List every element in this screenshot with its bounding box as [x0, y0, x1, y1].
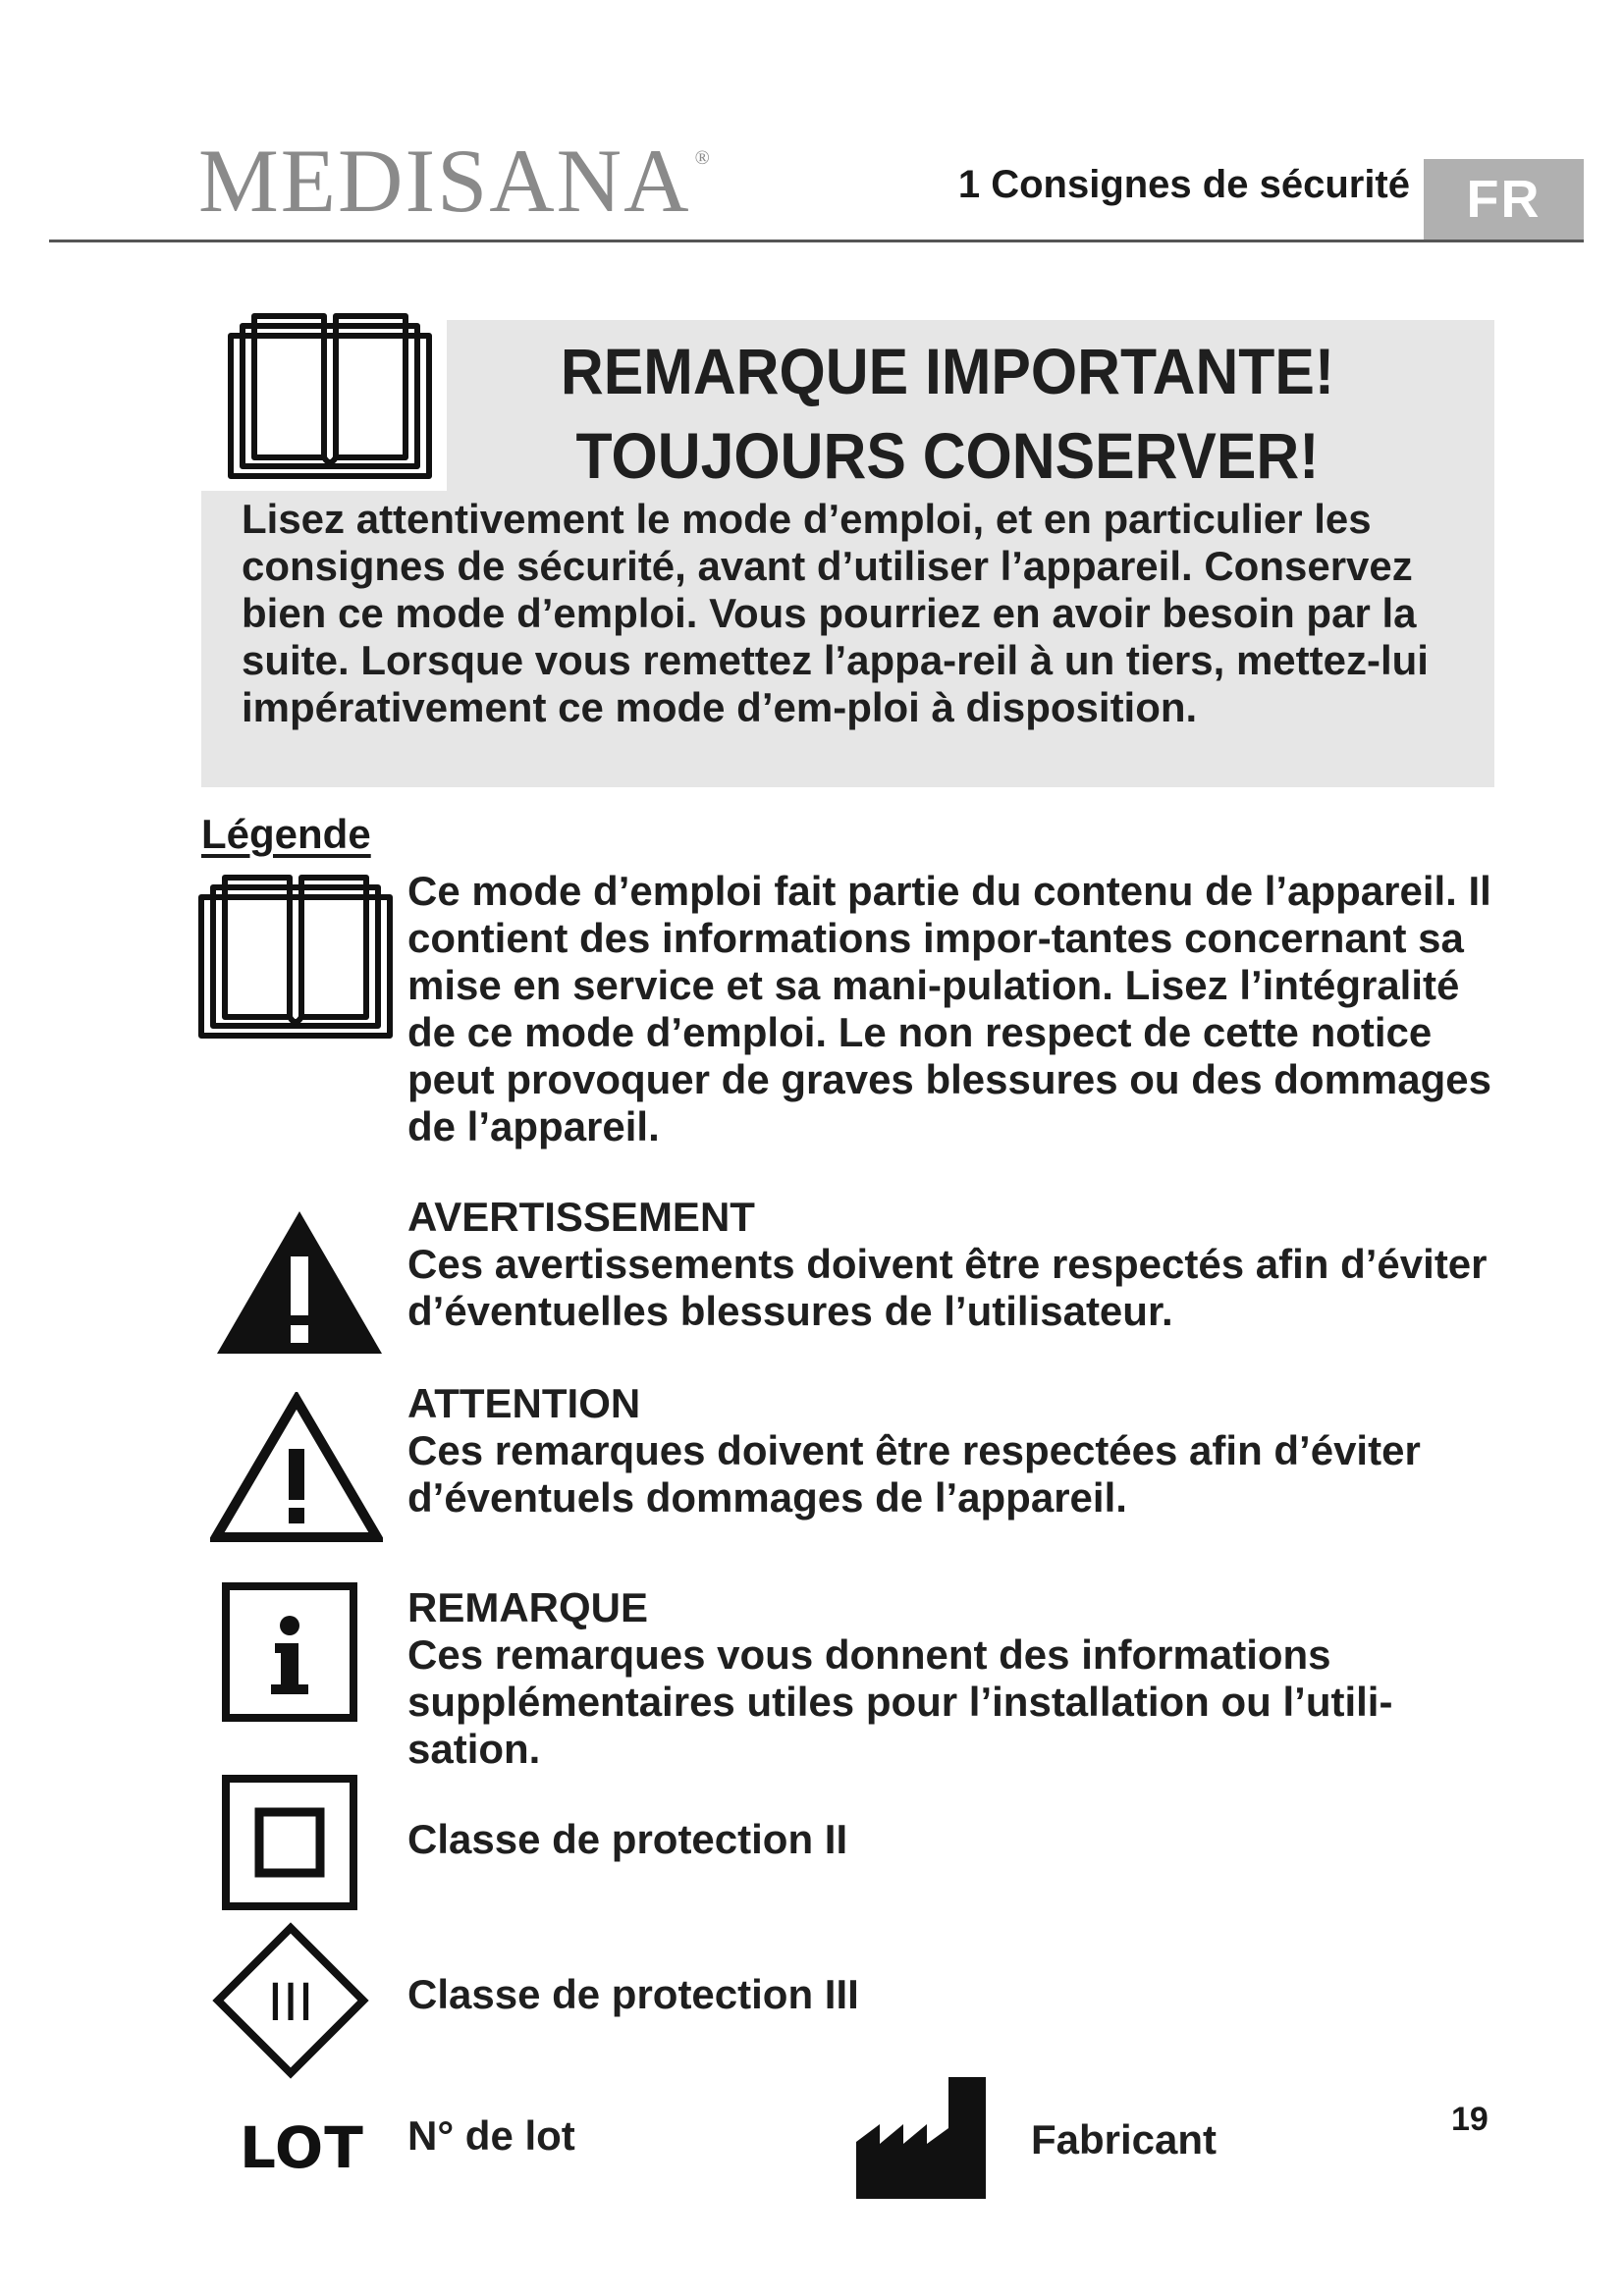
protection-class-2-icon [222, 1775, 357, 1910]
legend-item-manufacturer: Fabricant [1031, 2116, 1218, 2163]
legend-item-warning-title: AVERTISSEMENT [407, 1194, 755, 1240]
legend-item-class-2: Classe de protection II [407, 1816, 848, 1862]
info-icon [222, 1582, 357, 1722]
legend-item-warning-text: Ces avertissements doivent être respectés afin d’éviter d’éventuelles blessures de l’utilisateur. [407, 1241, 1488, 1334]
factory-icon [854, 2073, 988, 2201]
legend-item-class-3: Classe de protection III [407, 1971, 859, 2017]
notice-title-line1: REMARQUE IMPORTANTE! [560, 335, 1335, 407]
legend-heading: Légende [201, 811, 371, 857]
notice-title-line2: TOUJOURS CONSERVER! [575, 419, 1320, 492]
notice-title [487, 329, 1408, 498]
protection-class-3-label: III [267, 1970, 314, 2032]
open-book-icon [198, 872, 393, 1039]
header-divider [49, 240, 1584, 242]
registered-mark: ® [694, 147, 712, 169]
language-tab: FR [1424, 159, 1584, 240]
legend-item-remarque [407, 1584, 1517, 1773]
notice-body: Lisez attentivement le mode d’emploi, et en particulier les consignes de sécurité, avant d’utiliser l’appareil. Conservez bien ce mode d’emploi. Vous pourriez en avoir besoin par la suite. Lorsque vous remettez l’appa-reil à un tiers, mettez-lui impérativement ce mode d’em-ploi à disposition. [242, 496, 1429, 730]
brand-logo-text: MEDISANA [198, 131, 691, 231]
brand-logo [198, 131, 712, 231]
open-book-icon [228, 310, 432, 479]
legend-item-manual [407, 868, 1517, 1150]
legend-item-remarque-title: REMARQUE [407, 1584, 649, 1630]
lot-icon: LOT [240, 2114, 364, 2181]
warning-outline-icon [210, 1392, 383, 1543]
legend-item-manual-text: Ce mode d’emploi fait partie du contenu de l’appareil. Il contient des informations impor-tantes concernant sa mise en service et sa mani-pulation. Lisez l’intégralité de ce mode d’emploi. Le non respect de cette notice peut provoquer de graves blessures ou des dommages de l’appareil. [407, 868, 1491, 1149]
legend-item-lot: N° de lot [407, 2112, 575, 2159]
legend-item-attention-text: Ces remarques doivent être respectées afin d’éviter d’éventuels dommages de l’appareil. [407, 1427, 1421, 1521]
section-title: 1 Consignes de sécurité [957, 163, 1410, 206]
warning-filled-icon [214, 1207, 385, 1357]
protection-class-3-icon [212, 1922, 369, 2079]
legend-item-remarque-text: Ces remarques vous donnent des informations supplémentaires utiles pour l’installation ou l’utili-sation. [407, 1631, 1393, 1772]
legend-item-attention-title: ATTENTION [407, 1380, 641, 1426]
legend-item-warning [407, 1194, 1517, 1335]
legend-item-attention [407, 1380, 1517, 1522]
page-number: 19 [1451, 2101, 1489, 2138]
